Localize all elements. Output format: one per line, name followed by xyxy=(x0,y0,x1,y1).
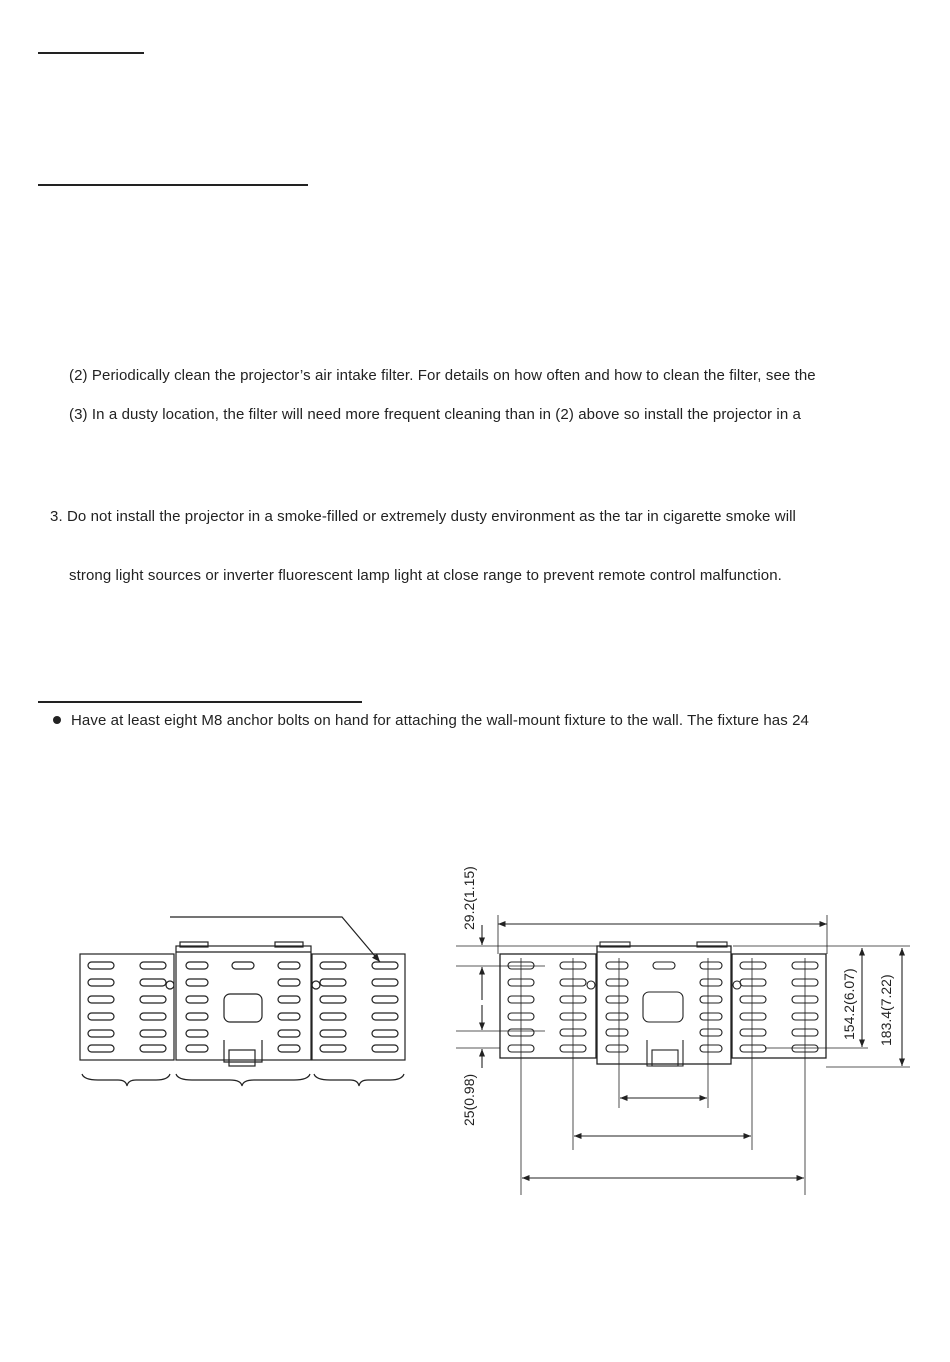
dim-center-panel xyxy=(597,946,731,1064)
callout-leader xyxy=(170,917,380,962)
left-panel-slots xyxy=(88,962,166,1052)
label-overall-height: 183.4(7.22) xyxy=(878,974,894,1046)
right-wing-panel xyxy=(312,954,405,1060)
center-window xyxy=(224,994,262,1022)
right-panel-slots xyxy=(320,962,398,1052)
bottom-bracket xyxy=(224,1040,262,1062)
brace-center xyxy=(176,1074,310,1086)
paragraph-light-sources: strong light sources or inverter fluorescent lamp light at close range to prevent remote control malfunction. xyxy=(69,567,782,584)
fixture-dimension-diagram xyxy=(456,915,910,1195)
paragraph-smoke-warning: 3. Do not install the projector in a smoke-filled or extremely dusty environment as the tar in cigarette smoke will xyxy=(50,508,796,525)
paragraph-filter-clean: (2) Periodically clean the projector’s air intake filter. For details on how often and how to clean the filter, see the xyxy=(69,367,816,384)
dim-center-slots xyxy=(606,962,722,1052)
label-bottom-offset: 25(0.98) xyxy=(461,1073,477,1126)
left-wing-panel xyxy=(80,954,174,1060)
paragraph-dusty-location: (3) In a dusty location, the filter will need more frequent cleaning than in (2) above so install the projector in a xyxy=(69,406,801,423)
center-panel-slots xyxy=(186,962,300,1052)
brace-left xyxy=(82,1074,170,1086)
dim-right-wing-panel xyxy=(732,954,826,1058)
dim-left-wing-panel xyxy=(500,954,596,1058)
dim-left-slots xyxy=(508,962,586,1052)
label-inner-height: 154.2(6.07) xyxy=(841,968,857,1040)
bullet-anchor-bolts-text: Have at least eight M8 anchor bolts on hand for attaching the wall-mount fixture to the wall. The fixture has 24 xyxy=(71,712,809,729)
brace-right xyxy=(314,1074,404,1086)
fixture-front-diagram xyxy=(80,917,405,1086)
label-top-offset: 29.2(1.15) xyxy=(461,866,477,930)
